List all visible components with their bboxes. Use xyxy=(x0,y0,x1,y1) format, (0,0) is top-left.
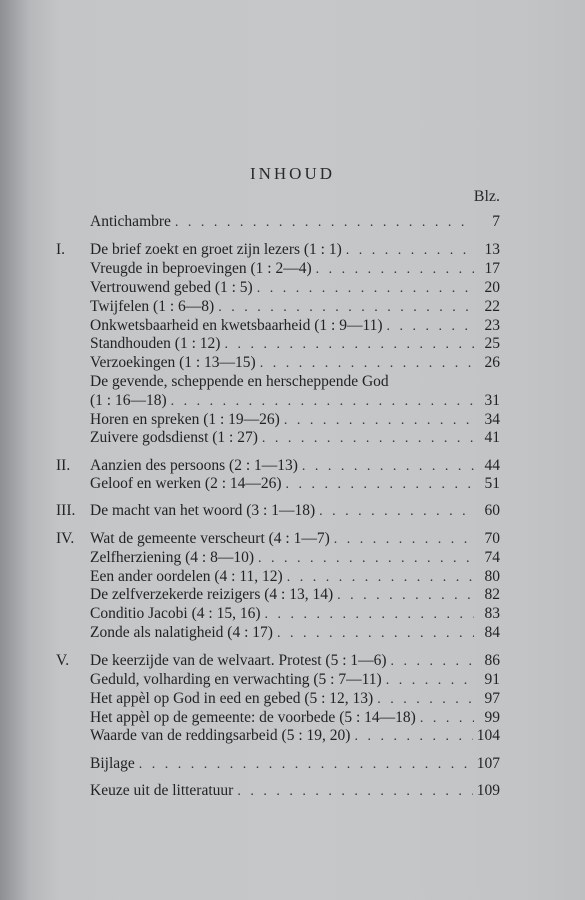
toc-entry xyxy=(90,689,500,709)
toc-entry-title: Onkwetsbaarheid en kwetsbaarheid (1 : 9—11) xyxy=(90,317,383,334)
toc-page-number: 74 xyxy=(484,549,500,566)
toc-entry xyxy=(90,623,500,643)
toc-page-number: 109 xyxy=(476,782,500,799)
dot-leader xyxy=(354,727,472,747)
dot-leader xyxy=(346,241,474,261)
toc-entry xyxy=(90,297,500,317)
toc-page-number: 31 xyxy=(484,392,500,409)
toc-page-number: 97 xyxy=(484,690,500,707)
dot-leader xyxy=(258,549,474,569)
toc-entry-title: Bijlage xyxy=(90,755,135,772)
dot-leader xyxy=(218,298,474,318)
dot-leader xyxy=(171,392,474,412)
toc-entry-title: Antichambre xyxy=(90,213,171,230)
toc-page-number: 26 xyxy=(484,354,500,371)
dot-leader xyxy=(391,652,474,672)
toc-page-number: 83 xyxy=(484,605,500,622)
toc-entry-title: Keuze uit de litteratuur xyxy=(90,782,234,799)
toc-entry xyxy=(90,567,500,587)
toc-page-number: 70 xyxy=(484,530,500,547)
toc-entry xyxy=(90,670,500,690)
toc-page-number: 51 xyxy=(484,475,500,492)
toc-entry-title: Wat de gemeente verscheurt (4 : 1—7) xyxy=(90,530,330,547)
toc-page-number: 91 xyxy=(484,671,500,688)
dot-leader xyxy=(260,354,474,374)
toc-page-number: 60 xyxy=(484,502,500,519)
toc-entry xyxy=(90,334,500,354)
toc-page-number: 17 xyxy=(484,260,500,277)
toc-entry-title: Zonde als nalatigheid (4 : 17) xyxy=(90,624,273,641)
toc-entry-title: Standhouden (1 : 12) xyxy=(90,335,221,352)
dot-leader xyxy=(257,279,474,299)
dot-leader xyxy=(277,624,474,644)
dot-leader xyxy=(286,475,474,495)
toc-entry-title: Verzoekingen (1 : 13—15) xyxy=(90,354,256,371)
toc-entry xyxy=(90,585,500,605)
toc-entry-title: (1 : 16—18) xyxy=(90,392,167,409)
dot-leader xyxy=(337,586,474,606)
toc-entry-title: Vertrouwend gebed (1 : 5) xyxy=(90,279,253,296)
toc-entry-title: De gevende, scheppende en herscheppende God xyxy=(90,373,389,390)
toc-page-number: 22 xyxy=(484,298,500,315)
dot-leader xyxy=(386,671,474,691)
toc-page-number: 80 xyxy=(484,568,500,585)
toc-entry-title: Geduld, volharding en verwachting (5 : 7—11) xyxy=(90,671,382,688)
toc-entry xyxy=(90,726,500,746)
dot-leader xyxy=(224,335,474,355)
toc-entry xyxy=(90,781,500,801)
toc-entry xyxy=(90,391,500,411)
toc-page-number: 7 xyxy=(492,213,500,230)
toc-page-number: 25 xyxy=(484,335,500,352)
toc-entry xyxy=(90,353,500,373)
toc-entry-title: Geloof en werken (2 : 14—26) xyxy=(90,475,282,492)
toc-entry-title: De keerzijde van de welvaart. Protest (5 : 1—6) xyxy=(90,652,387,669)
chapter-number: V. xyxy=(56,652,70,669)
toc-page-number: 23 xyxy=(484,317,500,334)
toc-page-number: 104 xyxy=(476,727,500,744)
toc-entry xyxy=(90,372,500,392)
toc-entry-title: Waarde van de reddingsarbeid (5 : 19, 20) xyxy=(90,727,351,744)
toc-entry xyxy=(90,259,500,279)
toc-page-number: 107 xyxy=(476,755,500,772)
toc-entry-title: Het appèl op God in eed en gebed (5 : 12, 13) xyxy=(90,690,374,707)
toc-page-number: 84 xyxy=(484,624,500,641)
toc-entry-title: De macht van het woord (3 : 1—18) xyxy=(90,502,316,519)
toc-page-number: 41 xyxy=(484,429,500,446)
toc-entry-title: Horen en spreken (1 : 19—26) xyxy=(90,411,280,428)
toc-page-number: 13 xyxy=(484,241,500,258)
toc-entry-title: Conditio Jacobi (4 : 15, 16) xyxy=(90,605,261,622)
toc-entry-title: Aanzien des persoons (2 : 1—13) xyxy=(90,457,298,474)
dot-leader xyxy=(175,213,474,233)
chapter-number: I. xyxy=(56,241,66,258)
toc-page-number: 44 xyxy=(484,457,500,474)
toc-entry-title: De zelfverzekerde reizigers (4 : 13, 14) xyxy=(90,586,334,603)
chapter-number: III. xyxy=(56,502,76,519)
dot-leader xyxy=(334,530,474,550)
dot-leader xyxy=(237,782,472,802)
toc-entry-title: Vreugde in beproevingen (1 : 2—4) xyxy=(90,260,312,277)
dot-leader xyxy=(262,429,474,449)
toc-page-number: 20 xyxy=(484,279,500,296)
toc-entry xyxy=(90,708,500,728)
toc-page-number: 34 xyxy=(484,411,500,428)
toc-entry xyxy=(56,456,500,476)
toc-entry xyxy=(90,548,500,568)
toc-entry xyxy=(56,529,500,549)
dot-leader xyxy=(139,755,473,775)
dot-leader xyxy=(377,690,474,710)
toc-entry xyxy=(90,316,500,336)
toc-entry xyxy=(90,754,500,774)
toc-entry xyxy=(90,410,500,430)
chapter-number: IV. xyxy=(56,530,75,547)
toc-entry xyxy=(90,474,500,494)
toc-page-number: 99 xyxy=(484,709,500,726)
toc-page-number: 82 xyxy=(484,586,500,603)
toc-entry xyxy=(90,278,500,298)
toc-entry-title: Zelfherziening (4 : 8—10) xyxy=(90,549,254,566)
toc-entry-title: Twijfelen (1 : 6—8) xyxy=(90,298,215,315)
dot-leader xyxy=(265,605,475,625)
toc-entry-title: Een ander oordelen (4 : 11, 12) xyxy=(90,568,283,585)
toc-entry xyxy=(56,651,500,671)
dot-leader xyxy=(319,502,474,522)
dot-leader xyxy=(316,260,474,280)
toc-entry-title: Het appèl op de gemeente: de voorbede (5 : 14—18) xyxy=(90,709,416,726)
page-title: INHOUD xyxy=(249,164,336,183)
toc-entry xyxy=(90,604,500,624)
chapter-number: II. xyxy=(56,457,71,474)
toc-entry xyxy=(56,501,500,521)
page-column-label: Blz. xyxy=(473,188,500,205)
toc-entry xyxy=(56,240,500,260)
toc-entry-title: De brief zoekt en groet zijn lezers (1 : 1) xyxy=(90,241,342,258)
toc-entry xyxy=(90,428,500,448)
toc-entry xyxy=(90,212,500,232)
toc-entry-title: Zuivere godsdienst (1 : 27) xyxy=(90,429,258,446)
toc-page-number: 86 xyxy=(484,652,500,669)
